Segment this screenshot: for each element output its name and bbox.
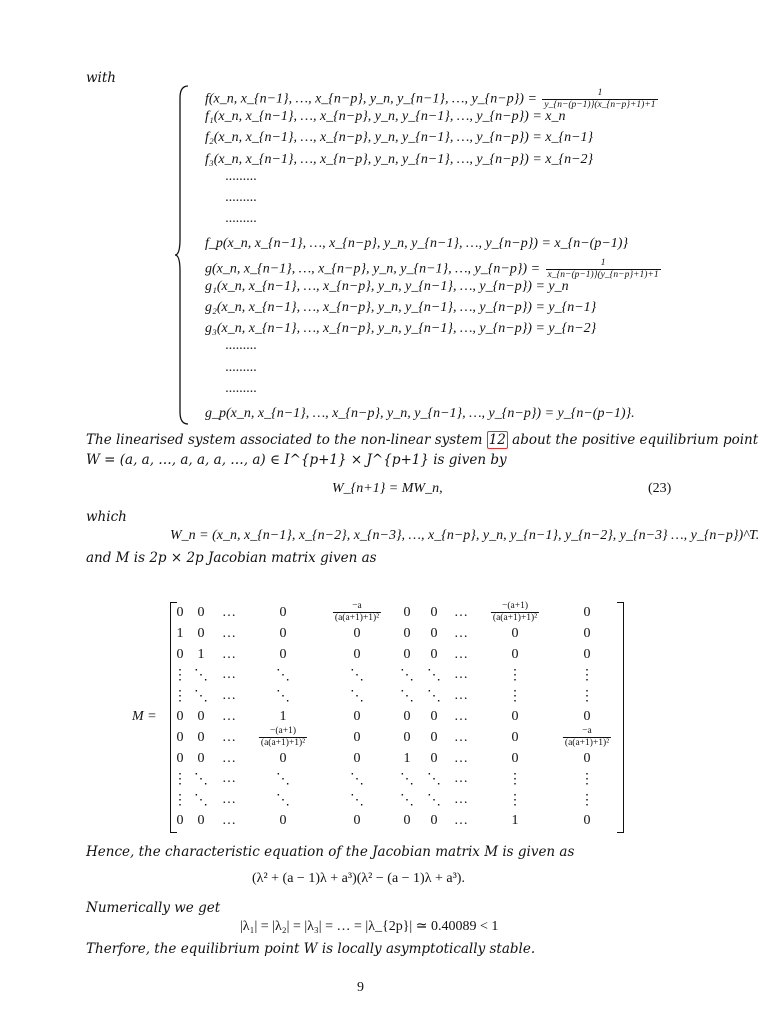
matrix-cell: ⋱ (427, 772, 441, 788)
equation-rhs: y_n (548, 278, 569, 294)
matrix-cell: 0 (430, 729, 438, 745)
matrix-cell-fraction (563, 726, 611, 749)
fraction-denominator: y_{n−(p−1)}(x_{n−p}+1)+1 (544, 100, 656, 110)
matrix-cell: 0 (430, 813, 438, 828)
matrix-cell: ⋱ (194, 793, 208, 809)
equation-rhs: x_{n−1} (545, 130, 594, 146)
matrix-cell: ⋮ (508, 689, 522, 705)
linearised-paragraph-line1 (86, 432, 758, 448)
matrix-cell: … (454, 605, 468, 620)
matrix-cell: … (454, 729, 468, 745)
matrix-cell: 0 (279, 625, 287, 641)
system-equation (205, 130, 593, 146)
matrix-cell: 0 (176, 813, 184, 828)
matrix-cell: 0 (583, 750, 591, 766)
matrix-cell: 0 (430, 646, 438, 662)
matrix-cell: 0 (279, 750, 287, 766)
matrix-cell: 0 (353, 729, 361, 745)
matrix-cell: 0 (197, 729, 205, 745)
linearised-paragraph-line2: W = (a, a, …, a, a, a, …, a) ∈ I^{p+1} × J^{p+1} is given by (86, 452, 507, 468)
characteristic-equation: (λ² + (a − 1)λ + a³)(λ² − (a − 1)λ + a³). (252, 871, 465, 886)
matrix-cell: 0 (353, 646, 361, 662)
matrix-cell: 0 (403, 646, 411, 662)
matrix-cell: ⋮ (580, 689, 594, 705)
numerically-label: Numerically we get (86, 900, 221, 916)
matrix-cell: 0 (403, 709, 411, 724)
matrix-cell-fraction (259, 726, 307, 749)
matrix-cell: ⋮ (580, 668, 594, 684)
jacobian-intro: and M is 2p × 2p Jacobian matrix given as (86, 550, 377, 566)
matrix-cell: … (222, 605, 236, 620)
matrix-cell: 0 (583, 709, 591, 724)
matrix-cell: … (454, 813, 468, 828)
matrix-cell: 1 (403, 750, 411, 766)
fraction-numerator: −a (352, 601, 362, 611)
equation-rhs: x_{n−(p−1)} (554, 236, 629, 252)
system-ellipsis: ········· (225, 384, 257, 400)
matrix-cell: … (222, 667, 236, 683)
matrix-cell: … (222, 750, 236, 766)
matrix-cell: ⋮ (580, 772, 594, 788)
matrix-cell: ⋱ (350, 793, 364, 809)
matrix-cell: 0 (403, 605, 411, 620)
matrix-cell: ⋮ (508, 772, 522, 788)
equation-lhs: g_p(x_n, x_{n−1}, …, x_{n−p}, y_n, y_{n−1}, …, y_{n−p}) = (205, 406, 558, 421)
matrix-cell: ⋱ (400, 772, 414, 788)
matrix-cell: ⋱ (427, 689, 441, 705)
matrix-cell: … (454, 667, 468, 683)
system-equation (205, 109, 566, 125)
matrix-label: M = (132, 709, 157, 724)
matrix-cell: 0 (353, 625, 361, 641)
matrix-cell (489, 601, 541, 624)
equation-lhs: f₃(x_n, x_{n−1}, …, x_{n−p}, y_n, y_{n−1}, …, y_{n−p}) = (205, 151, 546, 167)
equation-lhs: f₁(x_n, x_{n−1}, …, x_{n−p}, y_n, y_{n−1}, …, y_{n−p}) = (205, 109, 546, 125)
matrix-cell: ⋮ (173, 668, 187, 684)
system-equation (205, 279, 569, 295)
matrix-right-bracket (617, 602, 624, 833)
equation-rhs: x_n (545, 109, 566, 125)
char-intro: Hence, the characteristic equation of the Jacobian matrix M is given as (86, 844, 575, 860)
equation-rhs: y_{n−2} (548, 321, 597, 337)
system-equation (205, 406, 635, 422)
matrix-cell: ⋮ (173, 689, 187, 705)
system-ellipsis: ········· (225, 194, 257, 209)
fraction-numerator: 1 (600, 257, 606, 268)
matrix-cell-fraction (333, 601, 381, 624)
system-brace (174, 84, 190, 426)
matrix-cell: ⋮ (173, 793, 187, 809)
system-ellipsis: ········· (225, 172, 257, 188)
matrix-cell: ⋮ (508, 668, 522, 684)
matrix-cell: ⋱ (194, 689, 208, 705)
matrix-cell: 0 (403, 625, 411, 641)
equation-lhs: f_p(x_n, x_{n−1}, …, x_{n−p}, y_n, y_{n−1}, …, y_{n−p}) = (205, 236, 555, 252)
matrix-cell: 0 (403, 729, 411, 745)
matrix-cell: 1 (176, 625, 184, 641)
matrix-cell: … (222, 709, 236, 724)
matrix-cell: 0 (353, 813, 361, 828)
matrix-cell: 0 (583, 625, 591, 641)
system-ellipsis: ········· (225, 363, 257, 379)
matrix-cell: 0 (511, 646, 519, 662)
matrix-cell: 0 (430, 709, 438, 724)
matrix-cell: 0 (511, 729, 519, 745)
system-equation (205, 152, 593, 168)
equation-rhs: x_{n−2} (545, 151, 594, 167)
matrix-cell: … (222, 792, 236, 808)
fraction-denominator: (a(a+1)+1)² (564, 737, 610, 748)
matrix-cell (257, 726, 309, 749)
system-equation (205, 321, 596, 337)
matrix-cell: ⋱ (427, 793, 441, 809)
fraction-numerator: −(a+1) (269, 725, 296, 736)
fraction-denominator: (a(a+1)+1)² (260, 737, 306, 748)
matrix-cell: 1 (197, 646, 205, 662)
matrix-cell: ⋮ (173, 772, 187, 788)
matrix-cell: … (454, 750, 468, 766)
matrix-cell: ⋱ (350, 668, 364, 684)
matrix-cell: 0 (176, 750, 184, 766)
matrix-cell: 0 (176, 709, 184, 724)
matrix-cell-fraction (491, 601, 539, 624)
which-label: which (86, 509, 127, 525)
fraction-denominator: x_{n−(p−1)}(y_{n−p}+1)+1 (547, 269, 659, 280)
equation-lhs: g(x_n, x_{n−1}, …, x_{n−p}, y_n, y_{n−1}, …, y_{n−p}) = (205, 261, 544, 277)
matrix-cell: ⋮ (580, 793, 594, 809)
matrix-cell: 0 (279, 605, 287, 620)
matrix-cell: ⋮ (508, 793, 522, 809)
matrix-cell: ⋱ (400, 689, 414, 705)
equation-23: W_{n+1} = MW_n, (332, 481, 443, 496)
matrix-cell: … (454, 688, 468, 704)
matrix-cell: 0 (197, 605, 205, 620)
matrix-cell: 0 (430, 605, 438, 620)
matrix-cell: … (222, 688, 236, 704)
matrix-cell: ⋱ (427, 668, 441, 684)
matrix-cell: ⋱ (194, 668, 208, 684)
linearised-text-b: about the positive equilibrium point (507, 432, 759, 448)
eigenvalue-equation: |λ₁| = |λ₂| = |λ₃| = … = |λ_{2p}| ≃ 0.40089 < 1 (240, 919, 499, 934)
equation-rhs: y_{n−(p−1)}. (557, 406, 635, 421)
matrix-cell: … (222, 646, 236, 662)
system-equation (205, 236, 628, 252)
linearised-text-a: The linearised system associated to the non-linear system (86, 432, 487, 448)
matrix-cell: 0 (197, 625, 205, 641)
matrix-cell: ⋱ (400, 668, 414, 684)
matrix-cell: … (454, 625, 468, 641)
system-equation (205, 300, 596, 316)
matrix-cell: ⋱ (276, 772, 290, 788)
matrix-cell: 1 (279, 709, 287, 724)
matrix-cell: … (454, 646, 468, 662)
matrix-cell: ⋱ (276, 689, 290, 705)
matrix-cell: ⋱ (276, 793, 290, 809)
matrix-cell: ⋱ (194, 772, 208, 788)
fraction-denominator: (a(a+1)+1)² (334, 613, 380, 623)
matrix-cell: 0 (583, 813, 591, 828)
matrix-cell: 0 (197, 813, 205, 828)
equation-ref-link[interactable]: 12 (488, 432, 506, 448)
matrix-cell (561, 726, 613, 749)
matrix-cell: ⋱ (350, 689, 364, 705)
equation-rhs-fraction (546, 258, 661, 281)
system-equation (205, 258, 663, 281)
matrix-cell: 0 (176, 605, 184, 620)
equation-rhs: y_{n−1} (548, 300, 597, 315)
matrix-cell: 0 (176, 729, 184, 745)
equation-23-number: (23) (648, 481, 672, 496)
equation-lhs: f(x_n, x_{n−1}, …, x_{n−p}, y_n, y_{n−1}, …, y_{n−p}) = (205, 91, 541, 107)
system-ellipsis: ········· (225, 215, 257, 231)
matrix-cell: 0 (403, 813, 411, 828)
matrix-cell: … (454, 709, 468, 724)
matrix-cell: … (222, 625, 236, 641)
matrix-cell: … (454, 792, 468, 808)
equation-lhs: g₂(x_n, x_{n−1}, …, x_{n−p}, y_n, y_{n−1}, …, y_{n−p}) = (205, 300, 549, 315)
intro-with: with (86, 70, 116, 86)
fraction-denominator: (a(a+1)+1)² (492, 613, 538, 623)
matrix-cell: … (222, 813, 236, 828)
matrix-cell: … (222, 729, 236, 745)
equation-lhs: g₃(x_n, x_{n−1}, …, x_{n−p}, y_n, y_{n−1}, …, y_{n−p}) = (205, 321, 549, 337)
matrix-cell: 0 (279, 646, 287, 662)
matrix-cell: 0 (197, 750, 205, 766)
equation-lhs: f₂(x_n, x_{n−1}, …, x_{n−p}, y_n, y_{n−1}, …, y_{n−p}) = (205, 130, 546, 146)
matrix-cell: … (222, 771, 236, 787)
fraction-numerator: 1 (597, 88, 603, 98)
page-number: 9 (357, 980, 364, 995)
matrix-cell: 0 (511, 709, 519, 724)
matrix-cell: 0 (197, 709, 205, 724)
equation-rhs-fraction (542, 88, 657, 111)
matrix-cell: ⋱ (350, 772, 364, 788)
equation-lhs: g₁(x_n, x_{n−1}, …, x_{n−p}, y_n, y_{n−1}, …, y_{n−p}) = (205, 278, 549, 294)
matrix-cell: ⋱ (276, 668, 290, 684)
matrix-cell: 0 (353, 750, 361, 766)
fraction-numerator: −(a+1) (501, 601, 528, 611)
conclusion: Therfore, the equilibrium point W is locally asymptotically stable. (86, 941, 536, 957)
fraction-numerator: −a (582, 725, 592, 736)
matrix-cell: 0 (353, 709, 361, 724)
system-ellipsis: ········· (225, 342, 257, 358)
matrix-cell: 1 (511, 813, 519, 828)
system-equation (205, 88, 660, 111)
matrix-cell: ⋱ (400, 793, 414, 809)
matrix-cell: 0 (279, 813, 287, 828)
matrix-cell: 0 (430, 625, 438, 641)
matrix-cell: 0 (511, 750, 519, 766)
matrix-cell: 0 (511, 625, 519, 641)
wn-definition: W_n = (x_n, x_{n−1}, x_{n−2}, x_{n−3}, …, x_{n−p}, y_n, y_{n−1}, y_{n−2}, y_{n−3} …, y_{n−p})^T. (170, 528, 759, 543)
matrix-cell: 0 (583, 605, 591, 620)
matrix-cell (331, 601, 383, 624)
matrix-cell: … (454, 771, 468, 787)
matrix-cell: 0 (176, 646, 184, 662)
matrix-cell: 0 (430, 750, 438, 766)
matrix-cell: 0 (583, 646, 591, 662)
